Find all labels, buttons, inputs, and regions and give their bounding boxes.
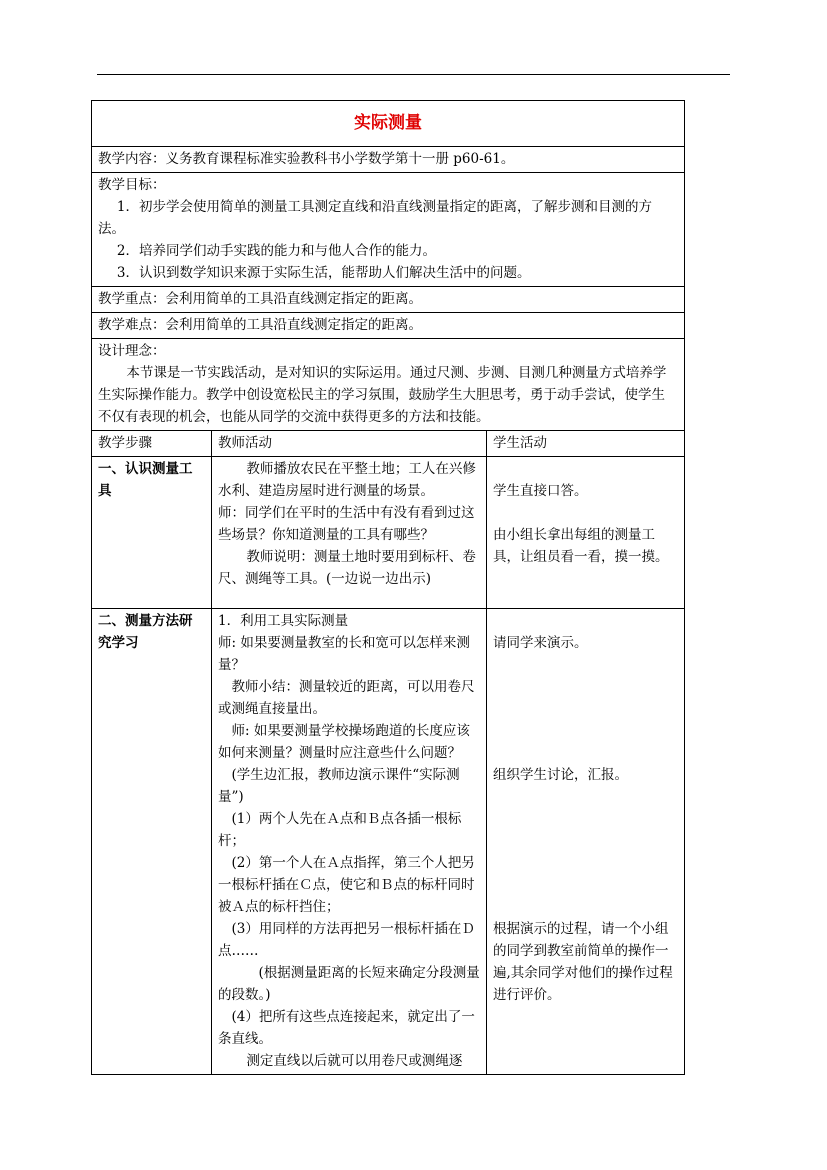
- step-name: 一、认识测量工具: [92, 457, 212, 609]
- teacher-line: 师：同学们在平时的生活中有没有看到过这些场景？你知道测量的工具有哪些？: [218, 505, 475, 543]
- student-line: 组织学生讨论，汇报。: [493, 767, 628, 783]
- lesson-plan-table: [91, 100, 685, 1075]
- difficulty: 教学难点：会利用简单的工具沿直线测定指定的距离。: [92, 313, 685, 339]
- teacher-activity: [212, 609, 487, 1075]
- design-label: 设计理念：: [98, 343, 166, 359]
- teacher-line: 师: 如果要测量教室的长和宽可以怎样来测量？: [218, 635, 470, 673]
- student-line: 由小组长拿出每组的测量工具，让组员看一看，摸一摸。: [493, 527, 669, 565]
- teacher-activity: [212, 457, 487, 609]
- teaching-content: 教学内容：义务教育课程标准实验教科书小学数学第十一册 p60-61。: [92, 147, 685, 173]
- teacher-line: 1．利用工具实际测量: [218, 613, 349, 629]
- table-row: [92, 457, 685, 609]
- teacher-line: 师: 如果要测量学校操场跑道的长度应该如何来测量？测量时应注意些什么问题？: [218, 723, 470, 761]
- header-rule: [97, 74, 730, 75]
- student-line: 根据演示的过程，请一个小组的同学到教室前简单的操作一遍,其余同学对他们的操作过程进行评价。: [493, 921, 673, 1003]
- page-title: 实际测量: [92, 101, 685, 147]
- objective-item: 2．培养同学们动手实践的能力和与他人合作的能力。: [116, 243, 436, 259]
- student-activity: [487, 457, 685, 609]
- teaching-objectives: [92, 173, 685, 287]
- teacher-line: 测定直线以后就可以用卷尺或测绳逐: [246, 1053, 463, 1069]
- teacher-line: (1）两个人先在Ａ点和Ｂ点各插一根标杆；: [218, 811, 462, 849]
- teacher-line: (4）把所有这些点连接起来，就定出了一条直线。: [218, 1009, 475, 1047]
- teacher-line: (3）用同样的方法再把另一根标杆插在Ｄ点……: [218, 921, 475, 959]
- column-header: 教师活动: [212, 431, 487, 457]
- teacher-line: (2）第一个人在Ａ点指挥，第三个人把另一根标杆插在Ｃ点，使它和Ｂ点的标杆同时被Ａ点的标杆挡住；: [218, 855, 475, 915]
- student-activity: [487, 609, 685, 1075]
- key-point: 教学重点：会利用简单的工具沿直线测定指定的距离。: [92, 287, 685, 313]
- student-line: 请同学来演示。: [493, 635, 588, 651]
- teacher-line: 教师说明：测量土地时要用到标杆、卷尺、测绳等工具。(一边说一边出示): [218, 549, 476, 587]
- objective-item: 1．初步学会使用简单的测量工具测定直线和沿直线测量指定的距离，了解步测和目测的方法。: [98, 199, 652, 237]
- teacher-line: 教师播放农民在平整土地；工人在兴修水利、建造房屋时进行测量的场景。: [218, 461, 476, 499]
- teacher-line: 教师小结：测量较近的距离，可以用卷尺或测绳直接量出。: [218, 679, 475, 717]
- column-header: 教学步骤: [92, 431, 212, 457]
- objective-item: 3．认识到数学知识来源于实际生活，能帮助人们解决生活中的问题。: [116, 265, 531, 281]
- table-row: [92, 609, 685, 1075]
- student-line: 学生直接口答。: [493, 483, 588, 499]
- objectives-label: 教学目标：: [98, 177, 166, 193]
- teacher-line: (学生边汇报，教师边演示课件“实际测量”): [218, 767, 460, 805]
- teacher-line: (根据测量距离的长短来确定分段测量的段数。): [218, 965, 480, 1003]
- design-text: 本节课是一节实践活动，是对知识的实际运用。通过尺测、步测、目测几种测量方式培养学生实际操作能力。教学中创设宽松民主的学习氛围，鼓励学生大胆思考，勇于动手尝试，使学生不仅有表现的机会，也能从同学的交流中获得更多的方法和技能。: [98, 365, 667, 425]
- step-name: 二、测量方法研究学习: [92, 609, 212, 1075]
- design-concept: [92, 339, 685, 431]
- column-header: 学生活动: [487, 431, 685, 457]
- column-header-row: [92, 431, 685, 457]
